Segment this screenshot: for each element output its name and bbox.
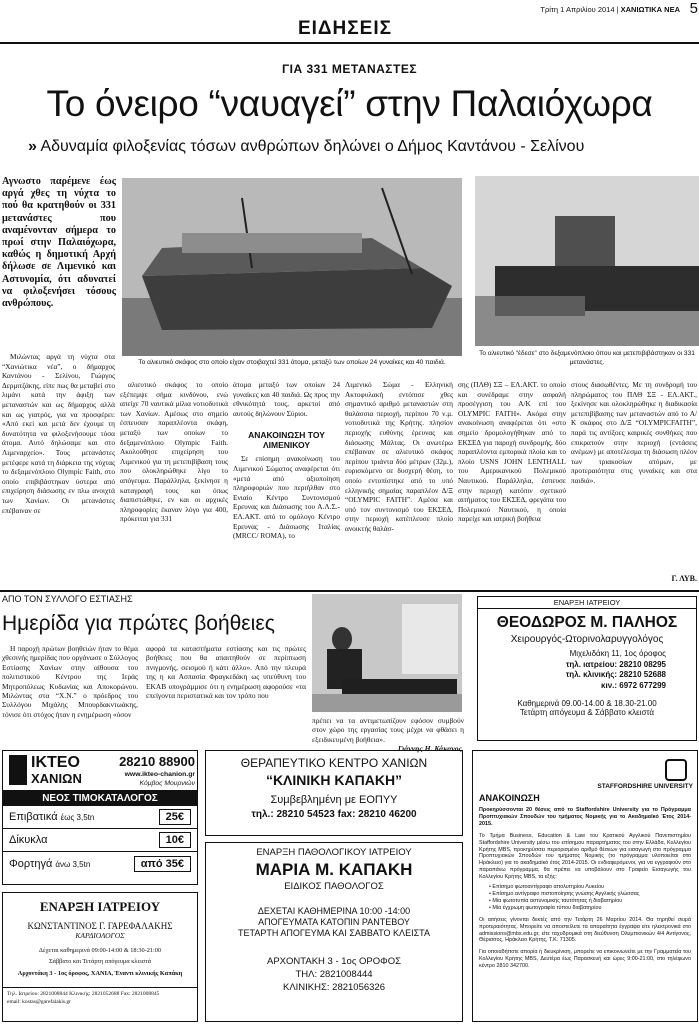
kapaki-t4: τηλ.: 28210 54523 fax: 28210 46200 [251, 809, 417, 820]
kicker: ΓΙΑ 331 ΜΕΤΑΝΑΣΤΕΣ [281, 62, 418, 76]
gar-top: ΕΝΑΡΞΗ ΙΑΤΡΕΙΟΥ [39, 899, 161, 914]
kapaki-t1: ΘΕΡΑΠΕΥΤΙΚΟ ΚΕΝΤΡΟ ΧΑΝΙΩΝ [240, 756, 428, 770]
lead-paragraph: Αγνωστο παρέμενε έως αργά χθες τη νύχτα το πού θα κρατηθούν οι 331 μετανάστες που αναμένονταν σήμερα το πρωί στην Παλαιόχωρα, καθώς η δημοτική Αρχή δήλωσε σε Λιμενικό και Αστυνομία, ότι αδυνατεί να φιλοξενήσει τόσους ανθρώπους. [2, 176, 116, 310]
gar-title: ΚΑΡΔΙΟΛΟΓΟΣ [75, 931, 125, 940]
path-name: ΜΑΡΙΑ Μ. ΚΑΠΑΚΗ [255, 860, 413, 879]
ikteo-row-price: 10€ [159, 832, 191, 848]
header-rule [0, 42, 699, 44]
ad-pathology [205, 842, 463, 1022]
section-divider [0, 590, 699, 592]
event-column-2: αφορά τα καταστήματα εστίασης και τις πρώτες βοήθειες που θα απαιτηθούν σε περίπτωση πνιγμονής, σεισμού ή κάτι άλλο». Από την πλευρά της η κα Ασπασία Φραγκεδάκη ως υπεύθυνη του ΕΚΑΒ υπογράμμισε ότι η ενημέρωση αφορούσε «τα επείγοντα περιστατικά και τον τρόπο που [146, 644, 306, 701]
article-column-3 [233, 380, 340, 584]
event-column-1: Η παροχή πρώτων βοηθειών ήταν το θέμα χθεσινής ημερίδας που οργάνωσε ο Σύλλογος Εστίασης Χανίων στην αίθουσα του πολιτιστικού Κέντρου της Ιεράς Μητροπόλεως Κυδωνίας και Αποκορώνου. Μιλώντας στα “Χ.Ν.” ο πρόεδρος του Συλλόγου Μιχάλης Μπουρδακντωάκης, τόνισε ότι στόχος ήταν η ενημέρωση «όσον [2, 644, 138, 719]
path-line3: ΤΕΤΑΡΤΗ ΑΠΟΓΕΥΜΑ ΚΑΙ ΣΑΒΒΑΤΟ ΚΛΕΙΣΤΑ [238, 928, 430, 938]
gar-line1: Δέχεται καθημερινά 09:00-14:00 & 18:30-21:00 [38, 947, 162, 954]
article-column-1: Μιλώντας αργά τη νύχτα στα “Χανιώτικα νέα”, ο δήμαρχος Καντάνου - Σελίνου, Γιώργος Δερμιτζάκης, είπε πως θα μεταβεί στο λιμάνι κατά την άφιξη των μεταναστών και ως δήμαρχος αλλά και ως γιατρός, για να προσφέρει: «Από εκεί και μετά δεν έχουμε τη δυνατότητα να φιλοξενήσουμε τόσα άτομα. Αυτό δηλώσαμε και στο Λιμεναρχείο». Τους μετανάστες μετέφερε κατά τη διάρκεια της νύχτας το δεξαμενόπλοιο Olympic Faith, στο οποίο επιβιβάστηκαν ύστερα από επιχείρηση διάσωσης εν πλω ανοιχτά των Χανίων. Οι μετανάστες επέβαιναν σε [2, 352, 115, 515]
gar-line2: Σάββατο και Τετάρτη απόγευμα κλειστά [48, 958, 152, 965]
ad-garefalakis [2, 892, 198, 1022]
path-top: ΕΝΑΡΞΗ ΠΑΘΟΛΟΓΙΚΟΥ ΙΑΤΡΕΙΟΥ [256, 847, 412, 858]
path-title: ΕΙΔΙΚΟΣ ΠΑΘΟΛΟΓΟΣ [284, 881, 384, 892]
first-aid-photo [312, 594, 462, 712]
article-column-4: Λιμενικό Σώμα - Ελληνική Ακτοφυλακή εντόπισε χθες σημαντικό αριθμό μεταναστών στη θαλάσσια περιοχή, περίπου 70 ν.μ. νοτιοδυτικά της Κρήτης. πλησίον περιοχής ευθύνης έρευνας και διάσωσης Μάλτας. Οι ανωτέρω επέβαιναν σε αλιευτικό σκάφος περίπου τριάντα δύο μέτρων (32μ.), ευρισκόμενο σε δυσχερή θέση, το οποίο εντοπίστηκε από το υπό ελληνικής σημαίας παραπλέον Δ/Ξ “OLYMPIC FAITH”. Αμέσα και υπό τον συντονισμό του ΕΚΣΕΔ, στην περιοχή κατέπλευσε πλοίο ανοικτής θαλάσ- [345, 380, 453, 533]
path-line4: ΑΡΧΟΝΤΑΚΗ 3 - 1ος ΟΡΟΦΟΣ [267, 956, 401, 967]
subhead [28, 138, 699, 160]
caption-boat: Το αλιευτικό σκάφος στο οποίο είχαν στοιβαχτεί 331 άτομα, μεταξύ των οποίων 24 γυναίκες και 40 παιδιά. [138, 359, 446, 366]
event-column-3: πρέπει να τα αντιμετωπίζουν εφόσον συμβούν στον χώρο της εργασίας τους μέχρι να φθάσει η εξειδικευμένη βοήθεια». [312, 716, 464, 744]
subhead-text: Αδυναμία φιλοξενίας τόσων ανθρώπων δηλώνει ο Δήμος Καντάνου - Σελίνου [40, 138, 585, 155]
page-number: 5 [689, 0, 698, 17]
ikteo-web: www.ikteo-chanion.gr [124, 771, 195, 778]
article-column-6: στους διασωθέντες. Με τη συνδρομή του πληρώματος του ΠΛΘ ΣΞ - ΕΛ.ΑΚΤ., ξεκίνησε και ολοκληρώθηκε η διαδικασία μετεπιβίβασης των μεταναστών από το Α/Κ σκάφος στο Δ/Ξ “OLYMPICFAITH”, παρά τις αντίξοες καιρικές συνθήκες που επικρατούν στην περιοχή (εντάσεις ανέμων) με αποτέλεσμα τη διάσωση πλέον των τριακοσίων ατόμων, με προτεραιότητα στις γυναίκες και στα παιδιά». [571, 380, 697, 485]
ad-palios-hours: Καθημερινά 09.00-14.00 & 18.30-21.00 [517, 699, 657, 708]
caption-tanker: Το αλιευτικό “έδεσε” στο δεξαμενόπλοιο όπου και μετεπιβιβάστηκαν οι 331 μετανάστες. [479, 350, 695, 366]
ikteo-row-price: από 35€ [134, 856, 191, 872]
staffs-item: • Μία φωτοτυπία αστυνομικής ταυτότητας ή διαβατηρίου [489, 897, 623, 904]
ad-palios-name: ΘΕΟΔΩΡΟΣ Μ. ΠΑΛΗΟΣ [496, 614, 678, 631]
double-chevron-icon: » [28, 138, 37, 155]
section-header [280, 18, 410, 40]
ikteo-list-title: ΝΕΟΣ ΤΙΜΟΚΑΤΑΛΟΓΟΣ [3, 791, 197, 806]
ikteo-logo-text: ΙΚΤΕΟ [31, 754, 80, 771]
gar-email: email: kostas@garefalakis.gr [7, 998, 72, 1005]
ad-staffordshire [472, 750, 698, 1022]
article-column-2: αλιευτικό σκάφος το οποίο εξέπεμψε σήμα κινδύνου, ενώ απείχε 70 ναυτικά μίλια νοτιοδυτικά των Χανίων. Αμέσως στο σημείο έσπευσαν παραπλέοντα σκάφη, μεταξύ των οποίων το δεξαμενόπλοιο Olympic Faith. Ακολούθησε επιχείρηση του Λιμενικού για τη μετεπιβίβαση τους που ολοκληρώθηκε λίγο το απόγευμα. Παράλληλα, ξεκίνησε η καταγραφή τους και όπως διαπιστώθηκε, εν και οι αρχικές πληροφορίες έκαναν λόγο για 400, πρόκειται για 331 [120, 380, 228, 524]
ikteo-row [3, 806, 197, 829]
ad-palios-tel2: τηλ. κλινικής: 28210 52688 [565, 670, 666, 679]
ikteo-row-label: Δίκυκλα [9, 834, 48, 846]
path-line5: ΤΗΛ: 2821008444 [295, 969, 373, 980]
staffs-p3: Οι αιτήσεις γίνονται δεκτές από την Τετάρτη 26 Μαρτίου 2014. Θα τηρηθεί σειρά προτεραιότητας. Μπορείτε να αποστείλετε τα απαραίτητα έγγραφα είτε ηλεκτρονικά στο admissions@mbs.edu.gr, είτε ταχυδρομικά στη διεύθυνση Ολυμπιονικών 4/4 Αντίγονος, Θέρισσος, Ηράκλειο Κρήτης, Τ.Κ. 71305. [479, 916, 691, 944]
staffs-item-text: Μία φωτοτυπία αστυνομικής ταυτότητας ή διαβατηρίου [492, 897, 623, 904]
staffs-item: • Επίσημο αντίγραφο πιστοποίησης γνώσης Αγγλικής γλώσσας [489, 890, 640, 897]
boat-photo [122, 178, 462, 356]
staffs-p1: Προκηρύσσονται 20 θέσεις από το Staffordshire University για το Πρόγραμμα Προπτυχιακών Σπουδών του τμήματος Νομικής για το Ακαδημαϊκό Έτος 2014-2015. [479, 807, 691, 827]
ikteo-row-price: 25€ [159, 809, 191, 825]
col3-text-b: Σε επίσημη ανακοίνωση του Λιμενικού Σώματος αναφέρεται ότι «μετά από αξιοποίηση πληροφοριών που περιήλθαν στο Ενιαίο Κέντρο Συντονισμού Ερευνας και Διάσωσης του Α.Λ.Σ.- ΕΛ.ΑΚΤ. από το ομόλογο Κέντρο Ερευνας - Διάσωσης Ιταλίας (MRCC/ ROMA), το [233, 454, 340, 541]
article-byline: Γ. ΛΥΒ. [671, 574, 697, 583]
ad-palios-address: Μιχελιδάκη 11, 1ος όροφος [569, 649, 666, 658]
staffs-p2: Το Τμήμα Business, Education & Law του Κρατικού Αγγλικού Πανεπιστημίου Staffordshire University μέσω του επίσημου παραρτήματος του στην Ελλάδα, Κολλεγίου Κρήτης MBS, προκηρύσσει περιορισμένο αριθμό θέσεων για εισαγωγή στο πρόγραμμα Προπτυχιακών Σπουδών του τμήματος Νομικής (το πρόγραμμα υλοποιείται στο Ηράκλειο) για το ακαδημαϊκό έτος 2014-2015. Οι ενδιαφερόμενοι, για να εγγραφούν στο παραπάνω πρόγραμμα, θα πρέπει να υποβάλουν στο Γραφείο Εισαγωγής του Κολλεγίου Κρήτης MBS, τα εξής: [479, 832, 691, 881]
col3-subheading: ΑΝΑΚΟΙΝΩΣΗ ΤΟΥ ΛΙΜΕΝΙΚΟΥ [248, 430, 325, 451]
ad-ikteo [2, 750, 198, 885]
staffs-item-text: Μία έγχρωμη φωτογραφία τύπου διαβατηρίου [492, 904, 602, 911]
ad-palios-hours2: Τετάρτη απόγευμα & Σάββατο κλειστά [519, 708, 655, 717]
gar-name: ΚΩΝΣΤΑΝΤΙΝΟΣ Γ. ΓΑΡΕΦΑΛΑΚΗΣ [27, 921, 173, 931]
path-line6: ΚΛΙΝΙΚΗΣ: 2821056326 [282, 982, 385, 993]
article-column-5: σης (ΠΛΘ) ΣΞ – ΕΛ.ΑΚΤ. το οποίο και συνέδραμε στην ασφαλή προσέγγιση του Α/Κ επί του OLYMPIC FAITH». Ακόμα στην ανακοίνωση αναφέρεται ότι «στο σημείο δρομολογήθηκαν από το ΕΚΣΕΔ για παροχή συνδρομής, δύο παραπλέοντα εμπορικά πλοία και το πλοίο USNS JOHN LENTHALL του Αμερικανικού Πολεμικού Ναυτικού. Παράλληλα, έσπευσε στην περιοχή κατόπιν σχετικού αιτήματος του ΕΚΣΕΔ, φρεγάτα του Πολεμικού Ναυτικού, η οποία παρείχε και ιατρική βοήθεια [458, 380, 566, 524]
paper-name: ΧΑΝΙΩΤΙΚΑ ΝΕΑ [620, 5, 680, 14]
staffs-item: • Μία έγχρωμη φωτογραφία τύπου διαβατηρίου [489, 904, 602, 911]
event-headline: Ημερίδα για πρώτες βοήθειες [2, 612, 275, 635]
section-title: ΕΙΔΗΣΕΙΣ [297, 18, 393, 39]
ikteo-row-sub: άνω 3,5tn [55, 859, 91, 869]
staffs-item-text: Επίσημο φωτοαντίγραφο απολυτηρίου Λυκείου [492, 884, 605, 891]
staffs-item: • Επίσημο φωτοαντίγραφο απολυτηρίου Λυκείου [489, 884, 605, 891]
staffs-item-text: Επίσημο αντίγραφο πιστοποίησης γνώσης Αγγλικής γλώσσας [492, 890, 640, 897]
kapaki-t2: “ΚΛΙΝΙΚΗ ΚΑΠΑΚΗ” [265, 772, 403, 788]
path-line2: ΑΠΟΓΕΥΜΑΤΑ ΚΑΤΟΠΙΝ ΡΑΝΤΕΒΟΥ [258, 917, 410, 927]
event-section-label: ΑΠΟ ΤΟΝ ΣΥΛΛΟΓΟ ΕΣΤΙΑΣΗΣ [2, 594, 133, 604]
event-byline: Γιάννης Η. Κάκανος [397, 744, 462, 753]
ikteo-logo-sub: ΧΑΝΙΩΝ [31, 771, 82, 786]
header-info: Τρίτη 1 Απριλίου 2014 | ΧΑΝΙΩΤΙΚΑ ΝΕΑ [540, 5, 680, 14]
ikteo-logo [9, 755, 27, 785]
ikteo-row [3, 829, 197, 852]
staffs-uni-name: STAFFORDSHIRE UNIVERSITY [597, 783, 693, 790]
gar-line3: Αρχοντάκη 3 - 1ος όροφος, ΧΑΝΙΑ, Έναντι κλινικής Καπάκη [17, 970, 183, 977]
ad-palios-mobile: κιν.: 6972 677299 [601, 680, 666, 690]
date: Τρίτη 1 Απριλίου 2014 [540, 5, 615, 14]
kapaki-t3: Συμβεβλημένη με ΕΟΠΥΥ [270, 794, 398, 806]
ad-palios-specialty: Χειρουργός-Ωτορινολαρυγγολόγος [510, 634, 664, 645]
ikteo-row-label: Επιβατικά [9, 811, 58, 823]
path-line1: ΔΕΧΕΤΑΙ ΚΑΘΗΜΕΡΙΝΑ 10:00 -14:00 [257, 906, 411, 916]
ad-kapaki-clinic [205, 750, 463, 836]
ikteo-phone: 28210 88900 [119, 754, 195, 769]
ikteo-row [3, 852, 197, 875]
tanker-photo [475, 176, 699, 346]
staffordshire-knot-icon [665, 759, 687, 781]
staffs-title: ΑΝΑΚΟΙΝΩΣΗ [479, 793, 540, 803]
headline: Το όνειρο “ναυαγεί” στην Παλαιόχωρα [46, 83, 653, 124]
col3-text-a: άτομα μεταξύ των οποίων 24 γυναίκες και 40 παιδιά. Ως προς την εθνικότητά τους, αρκετοί από αυτούς δηλώνουν Σύριοι. [233, 380, 340, 418]
ad-palios-tel1: τηλ. ιατρείου: 28210 08295 [565, 659, 666, 669]
ad-palios [477, 596, 697, 741]
ad-palios-top: ΕΝΑΡΞΗ ΙΑΤΡΕΙΟΥ [478, 597, 696, 609]
staffs-p4: Για οποιαδήποτε απορία ή διευκρίνιση, μπορείτε να επικοινωνείτε με την Γραμματεία του Κολλεγίου Κρήτης MBS, Δευτέρα έως Παρασκευή και ώρες 9:00-21:00, στο τηλέφωνο κέντρο 2810 342700. [479, 949, 691, 970]
ikteo-place: Κόμβος Μουρνιών [139, 780, 195, 787]
ikteo-row-label: Φορτηγά [9, 857, 53, 870]
gar-phones: Τηλ. Ιατρείου: 2821008844 Κλινικής: 2821052688 Fax: 2821008845 [7, 991, 160, 997]
ikteo-row-sub: έως 3,5tn [60, 813, 95, 822]
